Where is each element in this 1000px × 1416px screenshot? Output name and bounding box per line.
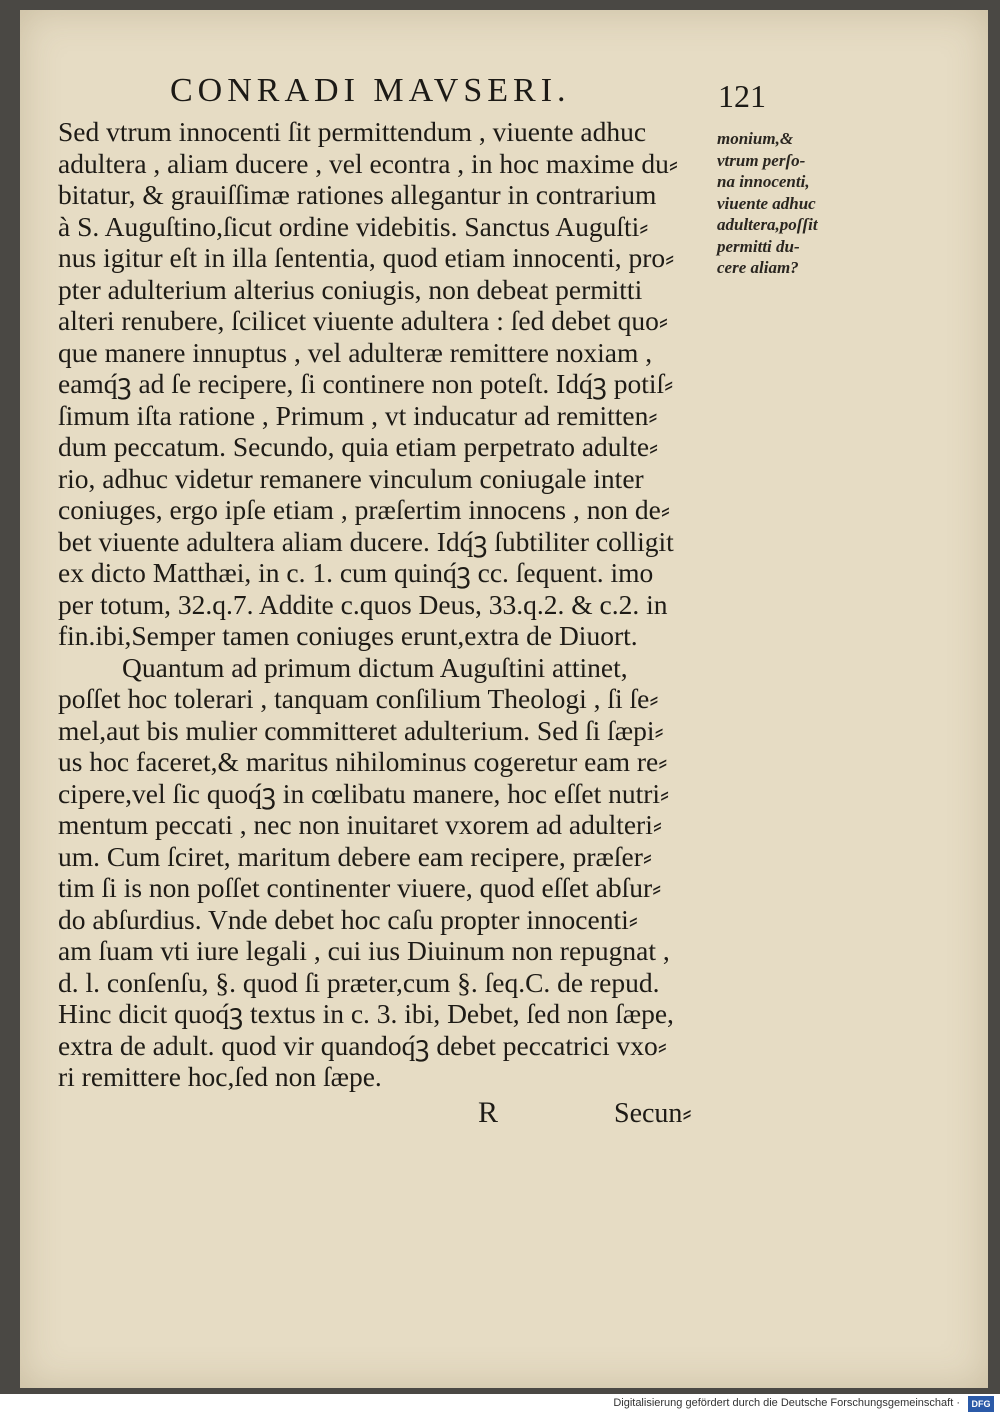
text-line: ſimum iſta ratione , Primum , vt inducatur ad remitten⸗ [58, 399, 658, 431]
text-line: extra de adult. quod vir quandoq́ꝫ debet peccatrici vxo⸗ [58, 1029, 667, 1061]
marginal-note-line: na innocenti, [717, 172, 810, 191]
marginal-note-line: permitti du- [717, 236, 800, 256]
signature-mark: R [478, 1096, 499, 1129]
text-line: Hinc dicit quoq́ꝫ textus in c. 3. ibi, Debet, ſed non ſæpe, [58, 998, 674, 1029]
text-line: tim ſi is non poſſet continenter viuere, quod eſſet abſur⸗ [58, 872, 662, 903]
text-line: d. l. conſenſu, §. quod ſi præter,cum §. ſeq.C. de repud. [58, 966, 660, 998]
marginal-note-line: adultera,poſſit [717, 215, 818, 234]
text-line: à S. Auguſtino,ſicut ordine videbitis. Sanctus Auguſti⸗ [58, 210, 649, 242]
main-text-block [58, 116, 718, 1093]
text-line: poſſet hoc tolerari , tanquam conſilium Theologi , ſi ſe⸗ [58, 683, 659, 714]
page-number: 121 [718, 78, 766, 114]
text-line: adultera , aliam ducere , vel econtra , in hoc maxime du⸗ [58, 147, 679, 179]
text-line: per totum, 32.q.7. Addite c.quos Deus, 33.q.2. & c.2. in [58, 588, 668, 620]
marginal-note [717, 128, 852, 279]
catchword: Secun⸗ [614, 1098, 692, 1129]
digitization-footer [0, 1394, 1000, 1416]
text-line: nus igitur eſt in illa ſententia, quod etiam innocenti, pro⸗ [58, 242, 675, 273]
text-line: coniuges, ergo ipſe etiam , præſertim innocens , non de⸗ [58, 494, 670, 525]
paragraph-start-line: Quantum ad primum dictum Auguſtini attinet, [122, 651, 628, 683]
text-line: do abſurdius. Vnde debet hoc caſu propter innocenti⸗ [58, 903, 638, 935]
text-line: pter adulterium alterius coniugis, non debeat permitti [58, 273, 643, 305]
text-line: us hoc faceret,& maritus nihilominus cogeretur eam re⸗ [58, 746, 668, 777]
text-line: ex dicto Matthæi, in c. 1. cum quinq́ꝫ cc. ſequent. imo [58, 557, 654, 588]
text-line: alteri renubere, ſcilicet viuente adultera : ſed debet quo⸗ [58, 305, 669, 336]
text-line: mentum peccati , nec non inuitaret vxorem ad adulteri⸗ [58, 809, 663, 840]
marginal-note-line: monium,& [717, 129, 794, 148]
text-line: um. Cum ſciret, maritum debere eam recipere, præſer⸗ [58, 840, 653, 872]
text-line: dum peccatum. Secundo, quia etiam perpetrato adulte⸗ [58, 431, 659, 462]
text-line: cipere,vel ſic quoq́ꝫ in cœlibatu manere, hoc eſſet nutri⸗ [58, 777, 670, 809]
text-line: fin.ibi,Semper tamen coniuges erunt,extra de Diuort. [58, 620, 638, 651]
dfg-logo-icon: DFG [968, 1396, 994, 1412]
text-line: mel,aut bis mulier committeret adulterium. Sed ſi ſæpi⸗ [58, 714, 664, 746]
text-line: ri remittere hoc,ſed non ſæpe. [58, 1061, 382, 1092]
text-line: Sed vtrum innocenti ſit permittendum , viuente adhuc [58, 116, 647, 147]
text-line: que manere innuptus , vel adulteræ remittere noxiam , [58, 336, 653, 368]
running-title: CONRADI MAVSERI. [170, 72, 571, 109]
marginal-note-line: vtrum perſo- [717, 150, 806, 170]
text-line: am ſuam vti iure legali , cui ius Diuinum non repugnat , [58, 935, 670, 966]
text-line: bitatur, & grauiſſimæ rationes allegantur in contrarium [58, 179, 657, 210]
footer-credit: Digitalisierung gefördert durch die Deutsche Forschungsgemeinschaft · [613, 1397, 960, 1409]
marginal-note-line: cere aliam? [717, 258, 799, 277]
text-line: bet viuente adultera aliam ducere. Idq́ꝫ ſubtiliter colligit [58, 525, 674, 557]
text-line: eamq́ꝫ ad ſe recipere, ſi continere non poteſt. Idq́ꝫ potiſ⸗ [58, 368, 674, 399]
marginal-note-line: viuente adhuc [717, 193, 816, 213]
text-line: rio, adhuc videtur remanere vinculum coniugale inter [58, 462, 644, 494]
